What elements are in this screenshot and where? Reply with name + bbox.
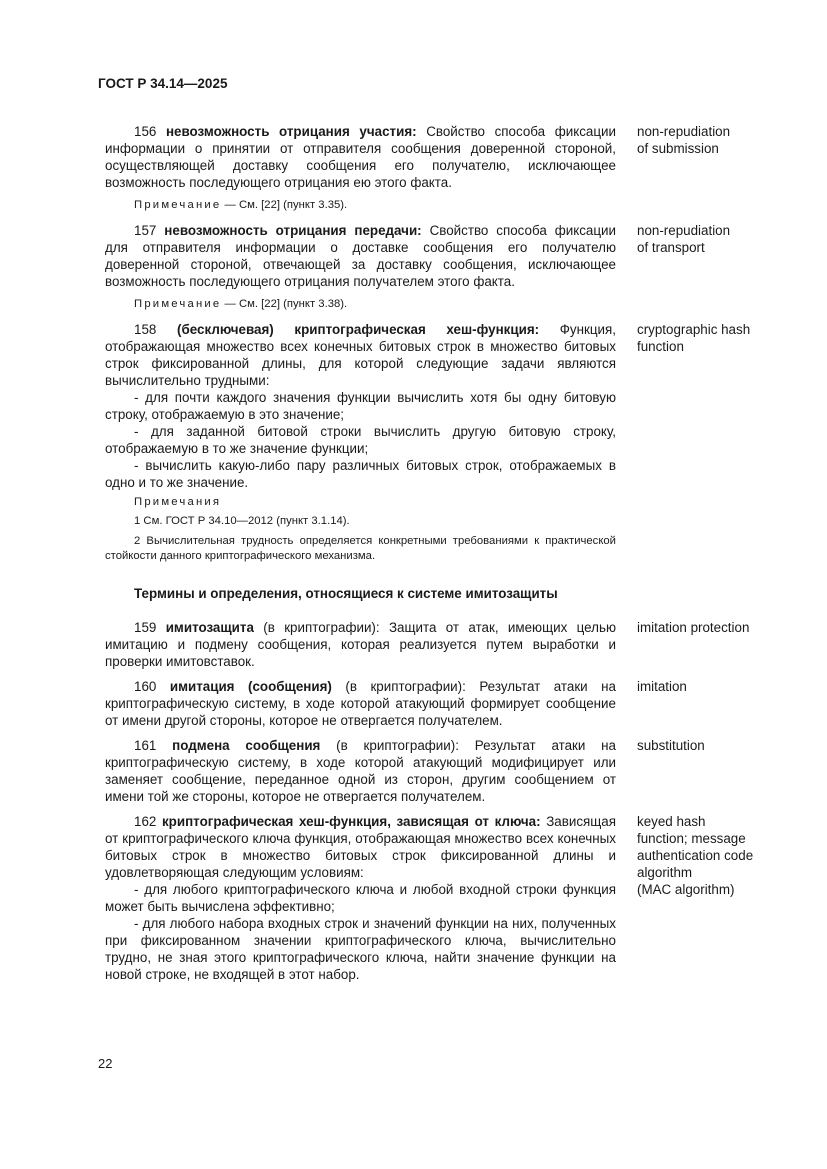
- term-name: подмена сообщения: [172, 738, 321, 753]
- page-number: 22: [98, 1056, 113, 1071]
- note-item-1: [105, 514, 616, 529]
- list-item: - для заданной битовой строки вычислить другую битовую строку, отображаемую в то же значение функции;: [105, 424, 616, 456]
- term-definition: [105, 737, 616, 805]
- term-number: 157: [134, 223, 157, 238]
- term-name: невозможность отрицания передачи:: [164, 223, 422, 238]
- term-qualifier: (в криптографии):: [331, 679, 466, 694]
- section-title: Термины и определения, относящиеся к системе имитозащиты: [134, 586, 558, 601]
- term-text: Свойство способа фиксации для отправителя информации о доставке сообщения его получателю доверенной стороной, отвечающей за доставку сообщения, исключающее возможность последующего отрицания получателем этого факта.: [105, 223, 616, 289]
- english-line: algorithm: [637, 865, 693, 880]
- term-name: невозможность отрицания участия:: [165, 124, 417, 139]
- term-definition: [105, 123, 616, 191]
- english-line: authentication code: [637, 848, 754, 863]
- english-line: function: [637, 339, 684, 354]
- english-equivalent: [637, 619, 827, 636]
- term-text: Зависящая от криптографического ключа функция, отображающая множество всех конечных битовых строк в множество битовых строк фиксированной длины и удовлетворяющая следующим условиям:: [105, 814, 616, 880]
- term-text: Свойство способа фиксации информации о принятии от отправителя сообщения доверенной стороной, осуществляющей доставку сообщения его получателю, исключающее возможность последующего отрицания ею этого факта.: [105, 124, 616, 190]
- term-number: 156: [134, 124, 157, 139]
- english-equivalent: [637, 813, 827, 898]
- note-text: — См. [22] (пункт 3.35).: [221, 199, 348, 211]
- english-line: keyed hash: [637, 814, 706, 829]
- note-text: — См. [22] (пункт 3.38).: [221, 298, 348, 310]
- english-equivalent: [637, 321, 827, 355]
- term-number: 159: [134, 620, 157, 635]
- note-text: 1 См. ГОСТ Р 34.10—2012 (пункт 3.1.14).: [134, 515, 350, 527]
- term-definition: [105, 619, 616, 670]
- english-line: imitation: [637, 679, 687, 694]
- list-item: - для любого набора входных строк и значений функции на них, полученных при фиксированном значении криптографического ключа, вычислительно трудно, не зная этого криптографического ключа, найти значение функции на новой строке, не входящей в этот набор.: [105, 916, 616, 982]
- list-item: - для любого криптографического ключа и любой входной строки функция может быть вычислена эффективно;: [105, 882, 616, 914]
- note-156: [134, 198, 616, 212]
- term-definition: [105, 813, 616, 983]
- list-item: - для почти каждого значения функции вычислить хотя бы одну битовую строку, отображаемую в это значение;: [105, 390, 616, 422]
- english-equivalent: [637, 737, 827, 754]
- term-text: Защита от атак, имеющих целью имитацию и подмену сообщения, которая реализуется путем выработки и проверки имитовставок.: [105, 620, 616, 669]
- english-line: (MAC algorithm): [637, 882, 735, 897]
- document-header: ГОСТ Р 34.14—2025: [98, 76, 228, 91]
- english-line: substitution: [637, 738, 705, 753]
- term-text: Функция, отображающая множество всех конечных битовых строк в множество битовых строк фиксированной длины, для которой следующие задачи являются вычислительно трудными:: [105, 322, 616, 388]
- list-item: - вычислить какую-либо пару различных битовых строк, отображаемых в одно и то же значение.: [105, 458, 616, 490]
- english-line: of transport: [637, 240, 705, 255]
- english-equivalent: [637, 678, 827, 695]
- english-line: non-repudiation: [637, 124, 731, 139]
- term-number: 161: [134, 738, 157, 753]
- notes-158-label: [134, 495, 616, 509]
- note-157: [134, 297, 616, 311]
- term-text: Результат атаки на криптографическую систему, в ходе которой атакующий модифицирует или заменяет сообщение, переданное одной из сторон, другим сообщением от имени той же стороны, которое не отвергается получателем.: [105, 738, 616, 804]
- term-definition: [105, 222, 616, 290]
- note-label: Примечания: [134, 496, 222, 508]
- note-label: Примечание: [134, 298, 222, 310]
- note-label: Примечание: [134, 199, 222, 211]
- term-definition: [105, 678, 616, 729]
- term-definition: [105, 321, 616, 491]
- term-qualifier: (в криптографии):: [253, 620, 380, 635]
- term-number: 162: [134, 814, 157, 829]
- english-line: of submission: [637, 141, 719, 156]
- term-name: криптографическая хеш-функция, зависящая от ключа:: [161, 814, 541, 829]
- english-line: cryptographic hash: [637, 322, 751, 337]
- term-number: 160: [134, 679, 157, 694]
- english-equivalent: [637, 222, 827, 256]
- english-equivalent: [637, 123, 827, 157]
- term-number: 158: [134, 322, 157, 337]
- note-text: 2 Вычислительная трудность определяется конкретными требованиями к практической стойкости данного криптографического механизма.: [105, 535, 616, 562]
- term-name: (бесключевая) криптографическая хеш-функция:: [177, 322, 540, 337]
- english-line: imitation protection: [637, 620, 750, 635]
- term-name: имитозащита: [165, 620, 254, 635]
- english-line: function; message: [637, 831, 746, 846]
- english-line: non-repudiation: [637, 223, 731, 238]
- note-item-2: [105, 534, 616, 564]
- term-qualifier: (в криптографии):: [320, 738, 459, 753]
- term-text: Результат атаки на криптографическую систему, в ходе которой атакующий формирует сообщение от имени другой стороны, которое не отвергается получателем.: [105, 679, 616, 728]
- term-name: имитация (сообщения): [169, 679, 332, 694]
